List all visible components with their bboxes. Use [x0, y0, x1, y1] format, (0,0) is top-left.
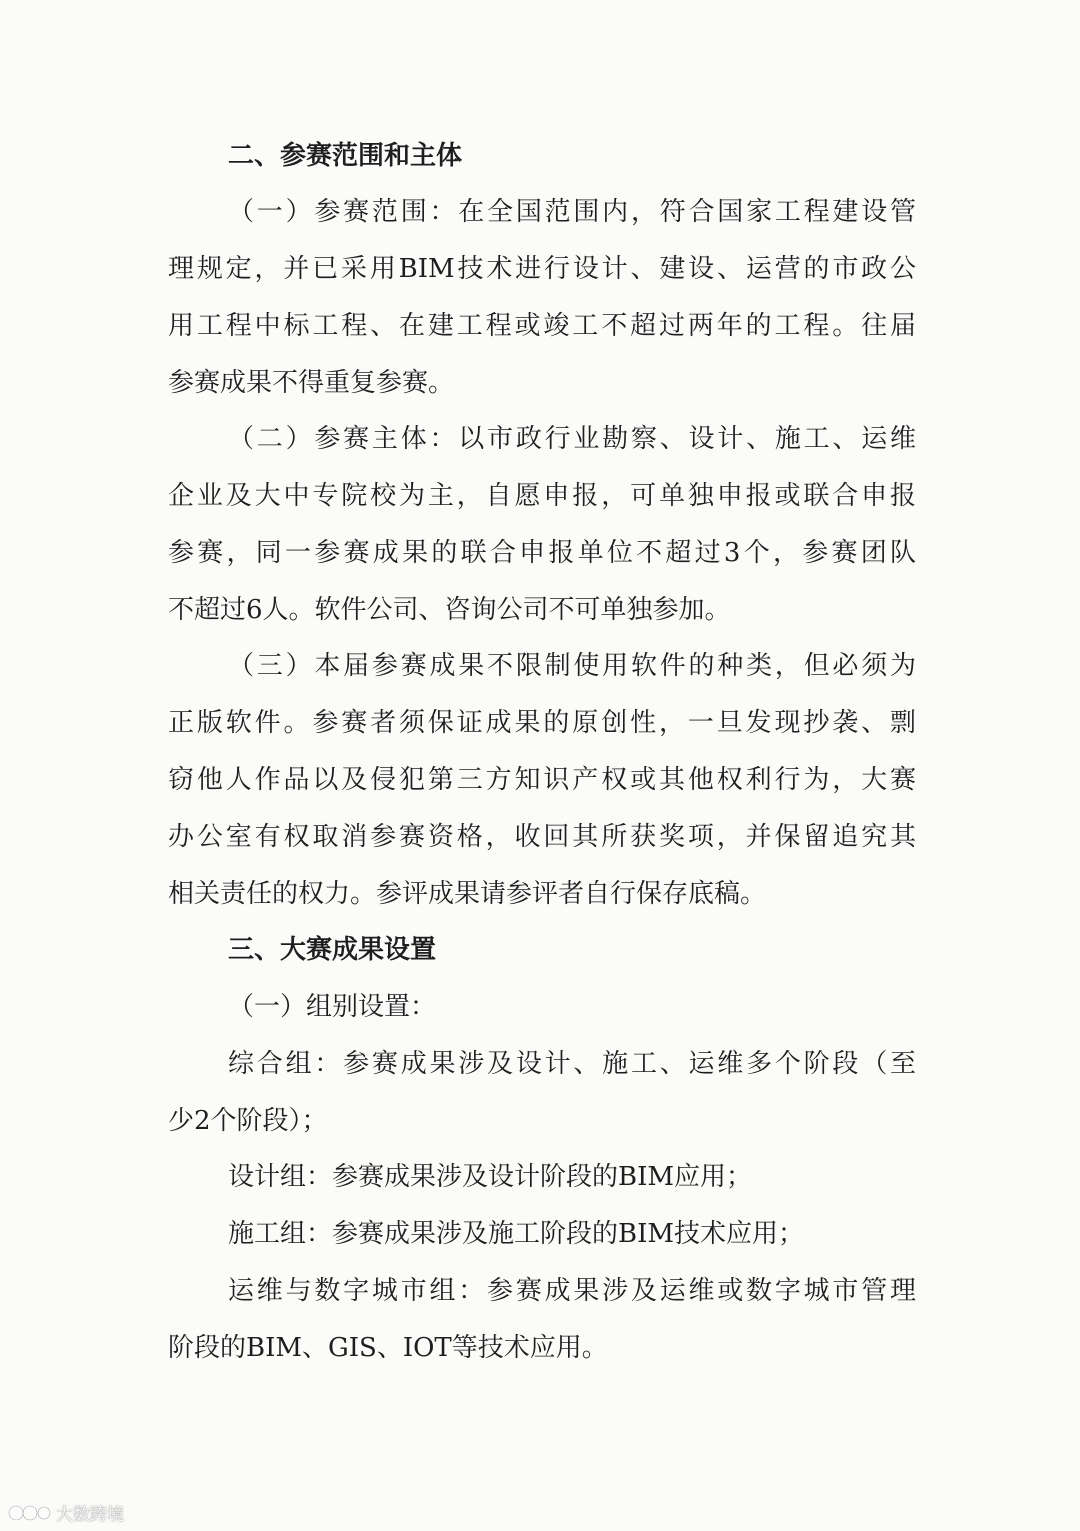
paragraph-line: 理规定，并已采用BIM技术进行设计、建设、运营的市政公 [168, 254, 916, 284]
paragraph-line: （三）本届参赛成果不限制使用软件的种类，但必须为 [228, 651, 916, 681]
paragraph-line: 相关责任的权力。参评成果请参评者自行保存底稿。 [168, 879, 767, 909]
section-heading-2: 二、参赛范围和主体 [228, 141, 463, 171]
paragraph-line: 参赛，同一参赛成果的联合申报单位不超过3个，参赛团队 [168, 538, 916, 568]
group-line: 运维与数字城市组：参赛成果涉及运维或数字城市管理 [228, 1276, 916, 1306]
subsection-heading: （一）组别设置： [228, 992, 437, 1022]
group-line: 设计组：参赛成果涉及设计阶段的BIM应用； [228, 1162, 752, 1192]
watermark [6, 1500, 124, 1525]
group-line: 施工组：参赛成果涉及施工阶段的BIM技术应用； [228, 1219, 804, 1249]
paragraph-line: 正版软件。参赛者须保证成果的原创性，一旦发现抄袭、剽 [168, 708, 916, 738]
paragraph-line: 办公室有权取消参赛资格，收回其所获奖项，并保留追究其 [168, 822, 916, 852]
group-line: 阶段的BIM、GIS、IOT等技术应用。 [168, 1333, 608, 1363]
paragraph-line: 不超过6人。软件公司、咨询公司不可单独参加。 [168, 595, 731, 625]
group-line: 少2个阶段）； [168, 1106, 328, 1136]
brand-logo-icon [6, 1501, 52, 1525]
paragraph-line: 用工程中标工程、在建工程或竣工不超过两年的工程。往届 [168, 311, 916, 341]
paragraph-line: 窃他人作品以及侵犯第三方知识产权或其他权利行为，大赛 [168, 765, 916, 795]
section-heading-3: 三、大赛成果设置 [228, 935, 437, 965]
watermark-text: 大数跨境 [56, 1505, 124, 1525]
paragraph-line: 企业及大中专院校为主，自愿申报，可单独申报或联合申报 [168, 481, 916, 511]
group-line: 综合组：参赛成果涉及设计、施工、运维多个阶段（至 [228, 1049, 916, 1079]
paragraph-line: 参赛成果不得重复参赛。 [168, 368, 455, 398]
paragraph-line: （一）参赛范围：在全国范围内，符合国家工程建设管 [228, 197, 916, 227]
paragraph-line: （二）参赛主体：以市政行业勘察、设计、施工、运维 [228, 424, 916, 454]
